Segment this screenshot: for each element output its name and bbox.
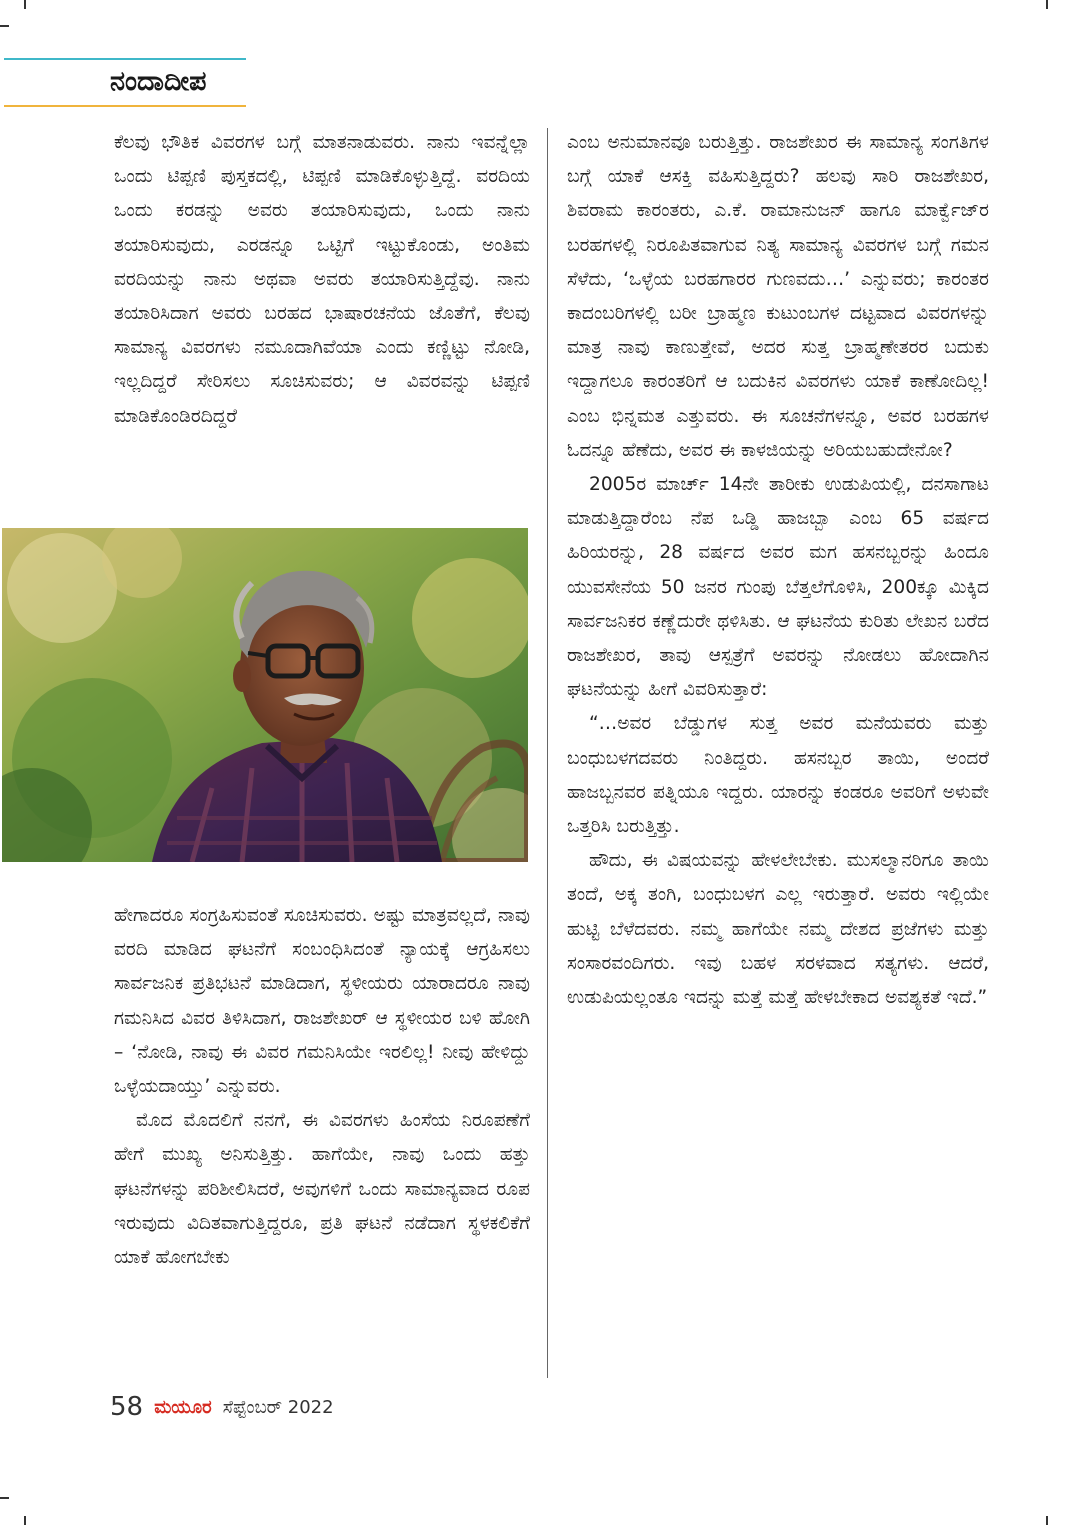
crop-mark bbox=[1046, 1516, 1048, 1525]
magazine-logo: ಮಯೂರ bbox=[154, 1396, 212, 1418]
paragraph: ಎಂಬ ಅನುಮಾನವೂ ಬರುತ್ತಿತ್ತು. ರಾಜಶೇಖರ ಈ ಸಾಮಾನ್ಯ ಸಂಗತಿಗಳ ಬಗ್ಗೆ ಯಾಕೆ ಆಸಕ್ತಿ ವಹಿಸುತ್ತಿದ್ದರು? ಹಲವು ಸಾರಿ ರಾಜಶೇಖರ, ಶಿವರಾಮ ಕಾರಂತರು, ಎ.ಕೆ. ರಾಮಾನುಜನ್ ಹಾಗೂ ಮಾರ್ಕ್ವೆಜ್‌ರ ಬರಹಗಳಲ್ಲಿ ನಿರೂಪಿತವಾಗುವ ನಿತ್ಯ ಸಾಮಾನ್ಯ ವಿವರಗಳ ಬಗ್ಗೆ ಗಮನ ಸೆಳೆದು, ‘ಒಳ್ಳೆಯ ಬರಹಗಾರರ ಗುಣವದು…’ ಎನ್ನುವರು; ಕಾರಂತರ ಕಾದಂಬರಿಗಳಲ್ಲಿ ಬರೀ ಬ್ರಾಹ್ಮಣ ಕುಟುಂಬಗಳ ದಟ್ಟವಾದ ವಿವರಗಳನ್ನು ಮಾತ್ರ ನಾವು ಕಾಣುತ್ತೇವೆ, ಅದರ ಸುತ್ತ ಬ್ರಾಹ್ಮಣೇತರರ ಬದುಕು ಇದ್ದಾಗಲೂ ಕಾರಂತರಿಗೆ ಆ ಬದುಕಿನ ವಿವರಗಳು ಯಾಕೆ ಕಾಣೋದಿಲ್ಲ! ಎಂಬ ಭಿನ್ನಮತ ಎತ್ತುವರು. ಈ ಸೂಚನೆಗಳನ್ನೂ, ಅವರ ಬರಹಗಳ ಓದನ್ನೂ ಹೆಣೆದು, ಅವರ ಈ ಕಾಳಜಿಯನ್ನು ಅರಿಯಬಹುದೇನೋ? bbox=[567, 132, 989, 461]
crop-mark bbox=[24, 0, 26, 9]
paragraph: ಮೊದ ಮೊದಲಿಗೆ ನನಗೆ, ಈ ವಿವರಗಳು ಹಿಂಸೆಯ ನಿರೂಪಣೆಗೆ ಹೇಗೆ ಮುಖ್ಯ ಅನಿಸುತ್ತಿತ್ತು. ಹಾಗೆಯೇ, ನಾವು ಒಂದು ಹತ್ತು ಘಟನೆಗಳನ್ನು ಪರಿಶೀಲಿಸಿದರೆ, ಅವುಗಳಿಗೆ ಒಂದು ಸಾಮಾನ್ಯವಾದ ರೂಪ ಇರುವುದು ವಿದಿತವಾಗುತ್ತಿದ್ದರೂ, ಪ್ರತಿ ಘಟನೆ ನಡೆದಾಗ ಸ್ಥಳಕಲಿಕೆಗೆ ಯಾಕೆ ಹೋಗಬೇಕು bbox=[114, 1110, 530, 1269]
header-rule-top bbox=[4, 58, 246, 60]
page-footer bbox=[110, 1392, 334, 1432]
left-column-top bbox=[114, 126, 530, 434]
section-title: ನಂದಾದೀಪ bbox=[110, 66, 207, 97]
paragraph: ಕೆಲವು ಭೌತಿಕ ವಿವರಗಳ ಬಗ್ಗೆ ಮಾತನಾಡುವರು. ನಾನು ಇವನ್ನೆಲ್ಲಾ ಒಂದು ಟಿಪ್ಪಣಿ ಪುಸ್ತಕದಲ್ಲಿ, ಟಿಪ್ಪಣಿ ಮಾಡಿಕೊಳ್ಳುತ್ತಿದ್ದೆ. ವರದಿಯ ಒಂದು ಕರಡನ್ನು ಅವರು ತಯಾರಿಸುವುದು, ಒಂದು ನಾನು ತಯಾರಿಸುವುದು, ಎರಡನ್ನೂ ಒಟ್ಟಿಗೆ ಇಟ್ಟುಕೊಂಡು, ಅಂತಿಮ ವರದಿಯನ್ನು ನಾನು ಅಥವಾ ಅವರು ತಯಾರಿಸುತ್ತಿದ್ದೆವು. ನಾನು ತಯಾರಿಸಿದಾಗ ಅವರು ಬರಹದ ಭಾಷಾರಚನೆಯ ಜೊತೆಗೆ, ಕೆಲವು ಸಾಮಾನ್ಯ ವಿವರಗಳು ನಮೂದಾಗಿವೆಯಾ ಎಂದು ಕಣ್ಣಿಟ್ಟು ನೋಡಿ, ಇಲ್ಲದಿದ್ದರೆ ಸೇರಿಸಲು ಸೂಚಿಸುವರು; ಆ ವಿವರವನ್ನು ಟಿಪ್ಪಣಿ ಮಾಡಿಕೊಂಡಿರದಿದ್ದರೆ bbox=[114, 132, 530, 427]
left-column-bottom bbox=[114, 899, 530, 1275]
crop-mark bbox=[24, 1516, 26, 1525]
column-divider bbox=[547, 128, 548, 1378]
crop-mark bbox=[1046, 0, 1048, 9]
crop-mark bbox=[0, 1497, 9, 1499]
paragraph: 2005ರ ಮಾರ್ಚ್ 14ನೇ ತಾರೀಕು ಉಡುಪಿಯಲ್ಲಿ, ದನಸಾಗಾಟ ಮಾಡುತ್ತಿದ್ದಾರೆಂಬ ನೆಪ ಒಡ್ಡಿ ಹಾಜಬ್ಬಾ ಎಂಬ 65 ವರ್ಷದ ಹಿರಿಯರನ್ನು, 28 ವರ್ಷದ ಅವರ ಮಗ ಹಸನಬ್ಬರನ್ನು ಹಿಂದೂ ಯುವಸೇನೆಯ 50 ಜನರ ಗುಂಪು ಬೆತ್ತಲೆಗೊಳಿಸಿ, 200ಕ್ಕೂ ಮಿಕ್ಕಿದ ಸಾರ್ವಜನಿಕರ ಕಣ್ಣೆದುರೇ ಥಳಿಸಿತು. ಆ ಘಟನೆಯ ಕುರಿತು ಲೇಖನ ಬರೆದ ರಾಜಶೇಖರ, ತಾವು ಆಸ್ಪತ್ರೆಗೆ ಅವರನ್ನು ನೋಡಲು ಹೋದಾಗಿನ ಘಟನೆಯನ್ನು ಹೀಗೆ ವಿವರಿಸುತ್ತಾರೆ: bbox=[567, 474, 989, 701]
quote-paragraph: “…ಅವರ ಬೆಡ್ಡುಗಳ ಸುತ್ತ ಅವರ ಮನೆಯವರು ಮತ್ತು ಬಂಧುಬಳಗದವರು ನಿಂತಿದ್ದರು. ಹಸನಬ್ಬರ ತಾಯಿ, ಅಂದರೆ ಹಾಜಬ್ಬನವರ ಪತ್ನಿಯೂ ಇದ್ದರು. ಯಾರನ್ನು ಕಂಡರೂ ಅವರಿಗೆ ಅಳುವೇ ಒತ್ತರಿಸಿ ಬರುತ್ತಿತ್ತು. bbox=[567, 713, 989, 838]
header-rule-bottom bbox=[4, 105, 246, 107]
quote-paragraph: ಹೌದು, ಈ ವಿಷಯವನ್ನು ಹೇಳಲೇಬೇಕು. ಮುಸಲ್ಮಾನರಿಗೂ ತಾಯಿ ತಂದೆ, ಅಕ್ಕ ತಂಗಿ, ಬಂಧುಬಳಗ ಎಲ್ಲ ಇರುತ್ತಾರೆ. ಅವರು ಇಲ್ಲಿಯೇ ಹುಟ್ಟಿ ಬೆಳೆದವರು. ನಮ್ಮ ಹಾಗೆಯೇ ನಮ್ಮ ದೇಶದ ಪ್ರಜೆಗಳು ಮತ್ತು ಸಂಸಾರವಂದಿಗರು. ಇವು ಬಹಳ ಸರಳವಾದ ಸತ್ಯಗಳು. ಆದರೆ, ಉಡುಪಿಯಲ್ಲಂತೂ ಇದನ್ನು ಮತ್ತೆ ಮತ್ತೆ ಹೇಳಬೇಕಾದ ಅವಶ್ಯಕತೆ ಇದೆ.” bbox=[567, 850, 989, 1009]
right-column bbox=[567, 126, 989, 1015]
author-photo bbox=[2, 528, 528, 862]
portrait-illustration bbox=[2, 528, 528, 862]
section-header bbox=[4, 58, 246, 108]
crop-mark bbox=[0, 25, 9, 27]
paragraph: ಹೇಗಾದರೂ ಸಂಗ್ರಹಿಸುವಂತೆ ಸೂಚಿಸುವರು. ಅಷ್ಟು ಮಾತ್ರವಲ್ಲದೆ, ನಾವು ವರದಿ ಮಾಡಿದ ಘಟನೆಗೆ ಸಂಬಂಧಿಸಿದಂತೆ ನ್ಯಾಯಕ್ಕೆ ಆಗ್ರಹಿಸಲು ಸಾರ್ವಜನಿಕ ಪ್ರತಿಭಟನೆ ಮಾಡಿದಾಗ, ಸ್ಥಳೀಯರು ಯಾರಾದರೂ ನಾವು ಗಮನಿಸಿದ ವಿವರ ತಿಳಿಸಿದಾಗ, ರಾಜಶೇಖರ್ ಆ ಸ್ಥಳೀಯರ ಬಳಿ ಹೋಗಿ – ‘ನೋಡಿ, ನಾವು ಈ ವಿವರ ಗಮನಿಸಿಯೇ ಇರಲಿಲ್ಲ! ನೀವು ಹೇಳಿದ್ದು ಒಳ್ಳೆಯದಾಯ್ತು’ ಎನ್ನುವರು. bbox=[114, 905, 530, 1098]
issue-date: ಸೆಪ್ಟೆಂಬರ್ 2022 bbox=[222, 1396, 334, 1418]
page-number: 58 bbox=[110, 1392, 144, 1422]
